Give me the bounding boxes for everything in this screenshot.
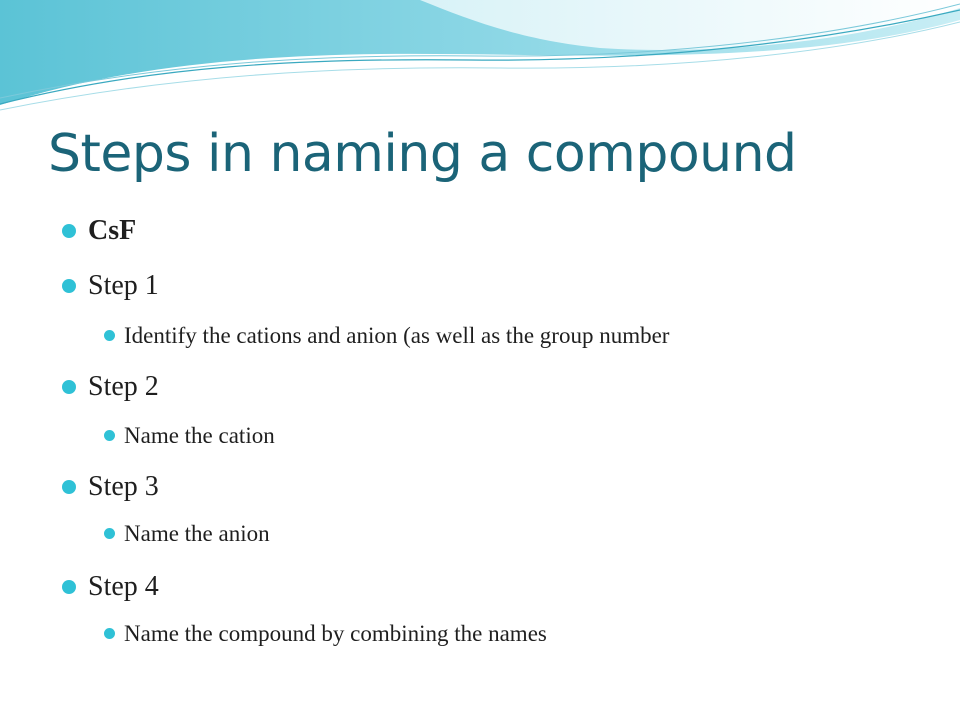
sub-bullet-step-3 [104, 520, 270, 548]
sub-bullet-step-1 [104, 322, 669, 350]
sub-bullet-dot-icon [104, 628, 115, 639]
bullet-step-3 [62, 470, 159, 504]
sub-bullet-text: Name the anion [124, 521, 270, 546]
bullet-dot-icon [62, 279, 76, 293]
sub-bullet-dot-icon [104, 528, 115, 539]
slide-title: Steps in naming a compound [48, 124, 797, 184]
header-wave-decoration [0, 0, 960, 120]
bullet-step-4 [62, 570, 159, 604]
bullet-text: Step 4 [88, 571, 159, 602]
bullet-dot-icon [62, 580, 76, 594]
sub-bullet-dot-icon [104, 430, 115, 441]
bullet-text: Step 2 [88, 371, 159, 402]
bullet-text: Step 1 [88, 270, 159, 301]
sub-bullet-text: Name the cation [124, 423, 275, 448]
bullet-dot-icon [62, 380, 76, 394]
bullet-compound [62, 214, 136, 248]
bullet-dot-icon [62, 480, 76, 494]
sub-bullet-dot-icon [104, 330, 115, 341]
bullet-text: Step 3 [88, 471, 159, 502]
sub-bullet-text: Name the compound by combining the names [124, 621, 547, 646]
sub-bullet-text: Identify the cations and anion (as well as the group number [124, 323, 670, 348]
bullet-step-1 [62, 269, 159, 303]
bullet-text: CsF [88, 215, 137, 246]
bullet-step-2 [62, 370, 159, 404]
sub-bullet-step-2 [104, 422, 275, 450]
bullet-dot-icon [62, 224, 76, 238]
sub-bullet-step-4 [104, 620, 547, 648]
